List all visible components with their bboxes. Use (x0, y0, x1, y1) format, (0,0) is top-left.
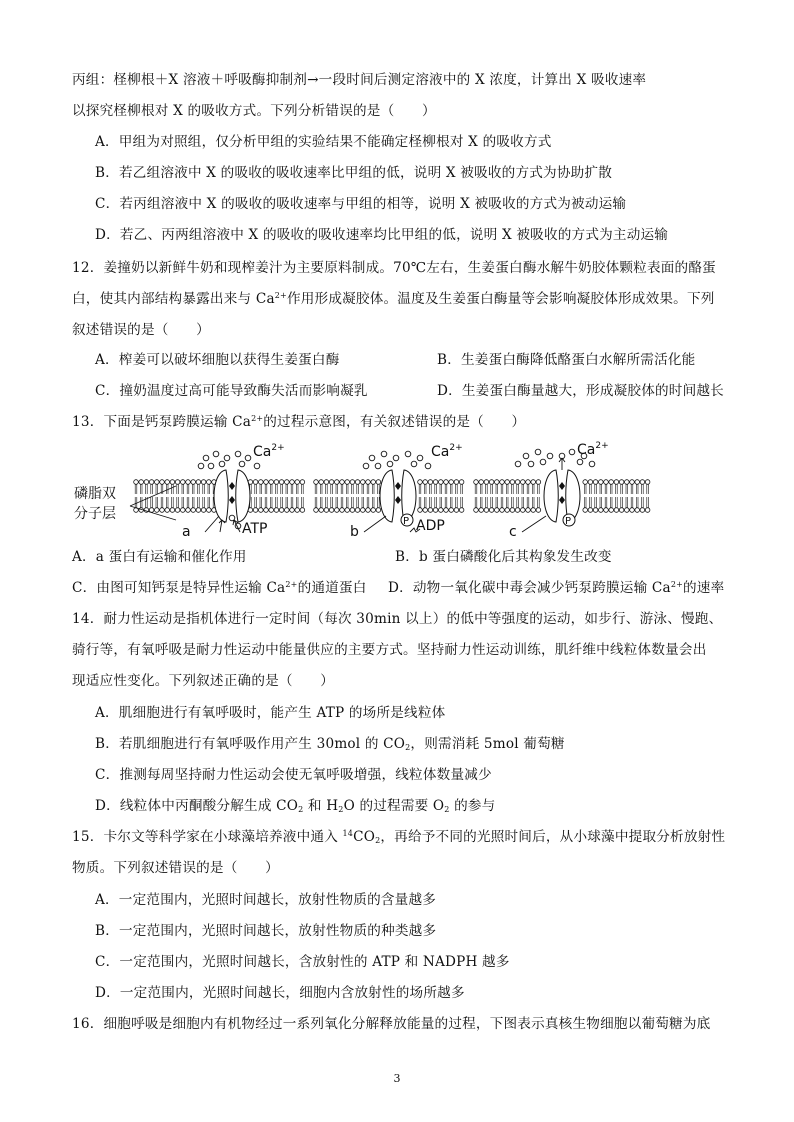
q11-option-d: D．若乙、丙两组溶液中 X 的吸收的吸收速率均比甲组的低，说明 X 被吸收的方式为主动运输 (95, 227, 669, 243)
phospholipid-head (165, 508, 170, 513)
phospholipid-head (505, 508, 510, 513)
phospholipid-head (274, 508, 279, 513)
calcium-ion (535, 449, 541, 455)
phospholipid-head (175, 480, 180, 485)
calcium-ion (523, 453, 529, 459)
phospholipid-head (139, 480, 144, 485)
phospholipid-head (376, 508, 381, 513)
phospholipid-head (479, 508, 484, 513)
q13-option-c: C．由图可知钙泵是特异性运输 $Ca^{2+}$的通道蛋白 (72, 580, 367, 596)
q13-option-d: D．动物一氧化碳中毒会减少钙泵跨膜运输 $Ca^{2+}$的速率 (388, 580, 725, 596)
protein-label-a: a (182, 524, 191, 540)
phospholipid-head (619, 480, 624, 485)
phospholipid-head (604, 480, 609, 485)
phosphate-label-c: P (565, 516, 572, 527)
phospholipid-head (609, 508, 614, 513)
q14-option-a: A．肌细胞进行有氧呼吸时，能产生 ATP 的场所是线粒体 (95, 705, 446, 721)
phospholipid-head (640, 480, 645, 485)
phospholipid-head (515, 508, 520, 513)
phospholipid-head (428, 508, 433, 513)
phospholipid-head (366, 508, 371, 513)
phospholipid-head (474, 480, 479, 485)
phospholipid-head (474, 508, 479, 513)
phospholipid-head (181, 508, 186, 513)
q14-stem-line1: 14．耐力性运动是指机体进行一定时间（每次 30min 以上）的低中等强度的运动，如步行、游泳、慢跑、 (72, 611, 723, 627)
phospholipid-head (423, 508, 428, 513)
phospholipid-head (588, 480, 593, 485)
phospholipid-head (253, 480, 258, 485)
phospholipid-head (269, 480, 274, 485)
phospholipid-head (510, 508, 515, 513)
phospholipid-head (201, 480, 206, 485)
phospholipid-head (625, 508, 630, 513)
protein-label-c: c (509, 524, 517, 540)
q13-option-b: B．b 蛋白磷酸化后其构象发生改变 (395, 549, 612, 565)
calcium-ion (577, 459, 583, 465)
pump-a-binding-site (229, 482, 235, 490)
phospholipid-head (645, 480, 650, 485)
calcium-ion (405, 451, 411, 457)
phospholipid-head (449, 480, 454, 485)
phospholipid-head (264, 480, 269, 485)
phospholipid-head (459, 508, 464, 513)
phospholipid-head (371, 508, 376, 513)
ion-label-1: $Ca^{2+}$ (253, 443, 285, 460)
phospholipid-head (314, 480, 319, 485)
phospholipid-head (295, 480, 300, 485)
calcium-ion (540, 459, 546, 465)
phospholipid-head (645, 508, 650, 513)
phospholipid-head (175, 508, 180, 513)
phospholipid-head (531, 508, 536, 513)
atp-label: ATP (242, 521, 268, 537)
phospholipid-head (536, 508, 541, 513)
phospholipid-head (489, 480, 494, 485)
calcium-ion (363, 463, 369, 469)
pump-b-binding-site (395, 482, 401, 490)
page-number: 3 (393, 1072, 401, 1085)
phospholipid-head (449, 508, 454, 513)
q16-stem-line1: 16．细胞呼吸是细胞内有机物经过一系列氧化分解释放能量的过程，下图表示真核生物细胞以葡萄糖为底 (72, 1016, 711, 1032)
calcium-ion (235, 451, 241, 457)
label-c-pointer (522, 516, 546, 532)
phospholipid-head (186, 480, 191, 485)
phospholipid-head (371, 480, 376, 485)
phospholipid-head (510, 480, 515, 485)
q15-option-b: B．一定范围内，光照时间越长，放射性物质的种类越多 (95, 923, 437, 939)
phospholipid-head (526, 480, 531, 485)
q12-option-d: D．生姜蛋白酶量越大，形成凝胶体的时间越长 (437, 383, 724, 399)
q12-stem-line3: 叙述错误的是（ ） (72, 322, 210, 338)
phospholipid-head (505, 480, 510, 485)
phospholipid-head (196, 508, 201, 513)
phospholipid-head (324, 508, 329, 513)
phospholipid-head (444, 480, 449, 485)
phospholipid-head (155, 508, 160, 513)
phospholipid-head (495, 480, 500, 485)
phospholipid-head (614, 508, 619, 513)
calcium-ion (425, 463, 431, 469)
phospholipid-head (160, 508, 165, 513)
phospholipid-head (500, 508, 505, 513)
q11-option-a: A．甲组为对照组，仅分析甲组的实验结果不能确定柽柳根对 X 的吸收方式 (95, 134, 552, 150)
phospholipid-head (583, 480, 588, 485)
phospholipid-head (329, 508, 334, 513)
phospholipid-head (640, 508, 645, 513)
q12-option-a: A．榨姜可以破坏细胞以获得生姜蛋白酶 (95, 352, 340, 368)
phospholipid-head (144, 480, 149, 485)
calcium-ion (369, 455, 375, 461)
q11-stem-line2: 以探究柽柳根对 X 的吸收方式。下列分析错误的是（ ） (72, 103, 436, 119)
membrane-label-2: 分子层 (74, 506, 116, 522)
phospholipid-head (439, 480, 444, 485)
phospholipid-head (604, 508, 609, 513)
phospholipid-head (181, 480, 186, 485)
q12-stem-line2: 白，使其内部结构暴露出来与 $Ca^{2+}$作用形成凝胶体。温度及生姜蛋白酶量等会影响凝胶体形成效果。下列 (72, 291, 715, 307)
phospholipid-head (207, 480, 212, 485)
phospholipid-head (635, 508, 640, 513)
calcium-ion (393, 455, 399, 461)
phospholipid-head (300, 480, 305, 485)
pump-b-left (380, 470, 394, 522)
phospholipid-head (253, 508, 258, 513)
phospholipid-head (264, 508, 269, 513)
phospholipid-head (423, 480, 428, 485)
phospholipid-head (134, 480, 139, 485)
phospholipid-head (439, 508, 444, 513)
calcium-ion (417, 455, 423, 461)
pump-c-binding-site (559, 496, 565, 504)
phospholipid-head (324, 480, 329, 485)
q13-stem: 13．下面是钙泵跨膜运输 $Ca^{2+}$的过程示意图，有关叙述错误的是（ ） (72, 414, 526, 430)
phospholipid-head (149, 508, 154, 513)
phospholipid-head (279, 480, 284, 485)
phospholipid-head (599, 508, 604, 513)
phospholipid-head (355, 508, 360, 513)
calcium-ion (515, 461, 521, 467)
q15-stem-line2: 物质。下列叙述错误的是（ ） (72, 860, 279, 876)
phospholipid-head (614, 480, 619, 485)
phospholipid-head (191, 508, 196, 513)
phospholipid-head (366, 480, 371, 485)
calcium-ion (387, 461, 393, 467)
phospholipid-head (290, 480, 295, 485)
phospholipid-head (350, 480, 355, 485)
phospholipid-head (444, 508, 449, 513)
calcium-ion (208, 463, 214, 469)
protein-label-b: b (350, 524, 359, 540)
phospholipid-head (588, 508, 593, 513)
pump-a-left (214, 470, 228, 522)
phospholipid-head (285, 480, 290, 485)
calcium-ion (559, 453, 565, 459)
calcium-ion (224, 455, 230, 461)
phospholipid-head (418, 480, 423, 485)
phospholipid-head (149, 480, 154, 485)
adp-label: ADP (416, 518, 445, 534)
calcium-pump-diagram (72, 436, 652, 548)
q12-stem-line1: 12．姜撞奶以新鲜牛奶和现榨姜汁为主要原料制成。70℃左右，生姜蛋白酶水解牛奶胶体颗粒表面的酪蛋 (72, 260, 716, 276)
phospholipid-head (361, 480, 366, 485)
phospholipid-head (319, 480, 324, 485)
phospholipid-head (196, 480, 201, 485)
phospholipid-head (526, 508, 531, 513)
phospholipid-head (340, 480, 345, 485)
phospholipid-head (599, 480, 604, 485)
calcium-ion (375, 463, 381, 469)
q14-stem-line3: 现适应性变化。下列叙述正确的是（ ） (72, 673, 335, 689)
phospholipid-head (489, 508, 494, 513)
q15-option-d: D．一定范围内，光照时间越长，细胞内含放射性的场所越多 (95, 985, 465, 1001)
phospholipid-head (191, 480, 196, 485)
label-b-pointer (364, 516, 386, 532)
phospholipid-head (609, 480, 614, 485)
phospholipid-head (521, 480, 526, 485)
phospholipid-head (319, 508, 324, 513)
calcium-ion (569, 449, 575, 455)
phospholipid-head (454, 508, 459, 513)
q15-option-c: C．一定范围内，光照时间越长，含放射性的 ATP 和 NADPH 越多 (95, 954, 510, 970)
phospholipid-head (619, 508, 624, 513)
phospholipid-head (500, 480, 505, 485)
pump-c-left (544, 470, 558, 522)
phospholipid-head (625, 480, 630, 485)
phospholipid-head (479, 480, 484, 485)
phospholipid-head (593, 508, 598, 513)
phospholipid-head (165, 480, 170, 485)
phospholipid-head (536, 480, 541, 485)
phospholipid-head (635, 480, 640, 485)
q11-option-c: C．若丙组溶液中 X 的吸收的吸收速率与甲组的相等，说明 X 被吸收的方式为被动运输 (95, 196, 627, 212)
phosphate-label-b: P (403, 516, 410, 527)
phospholipid-head (521, 508, 526, 513)
phospholipid-head (428, 480, 433, 485)
q11-stem-line1: 丙组：柽柳根＋X 溶液＋呼吸酶抑制剂→一段时间后测定溶液中的 X 浓度，计算出 X 吸收速率 (72, 72, 647, 88)
phospholipid-head (335, 508, 340, 513)
phospholipid-head (335, 480, 340, 485)
calcium-ion (411, 461, 417, 467)
phospholipid-head (495, 508, 500, 513)
phospholipid-head (433, 508, 438, 513)
calcium-ion (213, 451, 219, 457)
phospholipid-head (345, 480, 350, 485)
phospholipid-head (340, 508, 345, 513)
phospholipid-head (160, 480, 165, 485)
pump-a-right (236, 470, 250, 522)
phospholipid-head (345, 508, 350, 513)
q11-option-b: B．若乙组溶液中 X 的吸收的吸收速率比甲组的低，说明 X 被吸收的方式为协助扩散 (95, 165, 613, 181)
phospholipid-head (300, 508, 305, 513)
q14-option-d: D．线粒体中丙酮酸分解生成 $CO_2$ 和 $H_2O$ 的过程需要 $O_2$ 的参与 (95, 798, 496, 814)
q14-option-c: C．推测每周坚持耐力性运动会使无氧呼吸增强，线粒体数量减少 (95, 767, 492, 783)
calcium-ion (528, 461, 534, 467)
calcium-ion (239, 461, 245, 467)
phospholipid-head (269, 508, 274, 513)
phospholipid-head (350, 508, 355, 513)
phospholipid-head (329, 480, 334, 485)
phospholipid-head (593, 480, 598, 485)
calcium-ion (547, 453, 553, 459)
calcium-ion (219, 461, 225, 467)
phospholipid-head (274, 480, 279, 485)
q14-stem-line2: 骑行等，有氧呼吸是耐力性运动中能量供应的主要方式。坚持耐力性运动训练，肌纤维中线粒体数量会出 (72, 642, 707, 658)
phospholipid-head (207, 508, 212, 513)
phospholipid-head (170, 480, 175, 485)
phospholipid-head (433, 480, 438, 485)
phospholipid-head (259, 508, 264, 513)
calcium-ion (203, 455, 209, 461)
phospholipid-head (285, 508, 290, 513)
ion-release-arrow (559, 458, 565, 470)
phospholipid-head (515, 480, 520, 485)
q12-option-c: C．撞奶温度过高可能导致酶失活而影响凝乳 (95, 383, 368, 399)
pump-b-binding-site (395, 496, 401, 504)
pump-a-binding-site (229, 496, 235, 504)
q13-option-a: A．a 蛋白有运输和催化作用 (72, 549, 247, 565)
phospholipid-head (279, 508, 284, 513)
phospholipid-head (170, 508, 175, 513)
phospholipid-head (484, 508, 489, 513)
phospholipid-head (361, 508, 366, 513)
q12-option-b: B．生姜蛋白酶降低酪蛋白水解所需活化能 (437, 352, 696, 368)
calcium-ion (254, 463, 260, 469)
phospholipid-head (454, 480, 459, 485)
q15-stem-line1: 15．卡尔文等科学家在小球藻培养液中通入 $^{14}CO_2$，再给予不同的光照时间后，从小球藻中提取分析放射性 (72, 829, 726, 845)
phospholipid-head (155, 480, 160, 485)
phospholipid-head (259, 480, 264, 485)
phospholipid-head (630, 508, 635, 513)
calcium-ion (381, 451, 387, 457)
phospholipid-head (583, 508, 588, 513)
calcium-ion (589, 461, 595, 467)
phospholipid-head (314, 508, 319, 513)
ion-entry-arrow (219, 520, 225, 532)
phospholipid-head (295, 508, 300, 513)
phospholipid-head (484, 480, 489, 485)
phospholipid-head (355, 480, 360, 485)
phospholipid-head (531, 480, 536, 485)
phospholipid-head (376, 480, 381, 485)
phospholipid-head (459, 480, 464, 485)
phospholipid-head (290, 508, 295, 513)
calcium-ion (198, 463, 204, 469)
label-a-pointer (205, 516, 219, 532)
calcium-ion (245, 455, 251, 461)
q15-option-a: A．一定范围内，光照时间越长，放射性物质的含量越多 (95, 892, 437, 908)
calcium-ion (229, 515, 235, 521)
phospholipid-head (630, 480, 635, 485)
q14-option-b: B．若肌细胞进行有氧呼吸作用产生 30mol 的 $CO_2$，则需消耗 5mol 葡萄糖 (95, 736, 565, 752)
membrane-label-1: 磷脂双 (74, 486, 116, 502)
phospholipid-head (186, 508, 191, 513)
phospholipid-head (201, 508, 206, 513)
pump-c-binding-site (559, 482, 565, 490)
phospholipid-head (418, 508, 423, 513)
ion-label-3: $Ca^{2+}$ (577, 441, 609, 458)
ion-label-2: $Ca^{2+}$ (431, 443, 463, 460)
